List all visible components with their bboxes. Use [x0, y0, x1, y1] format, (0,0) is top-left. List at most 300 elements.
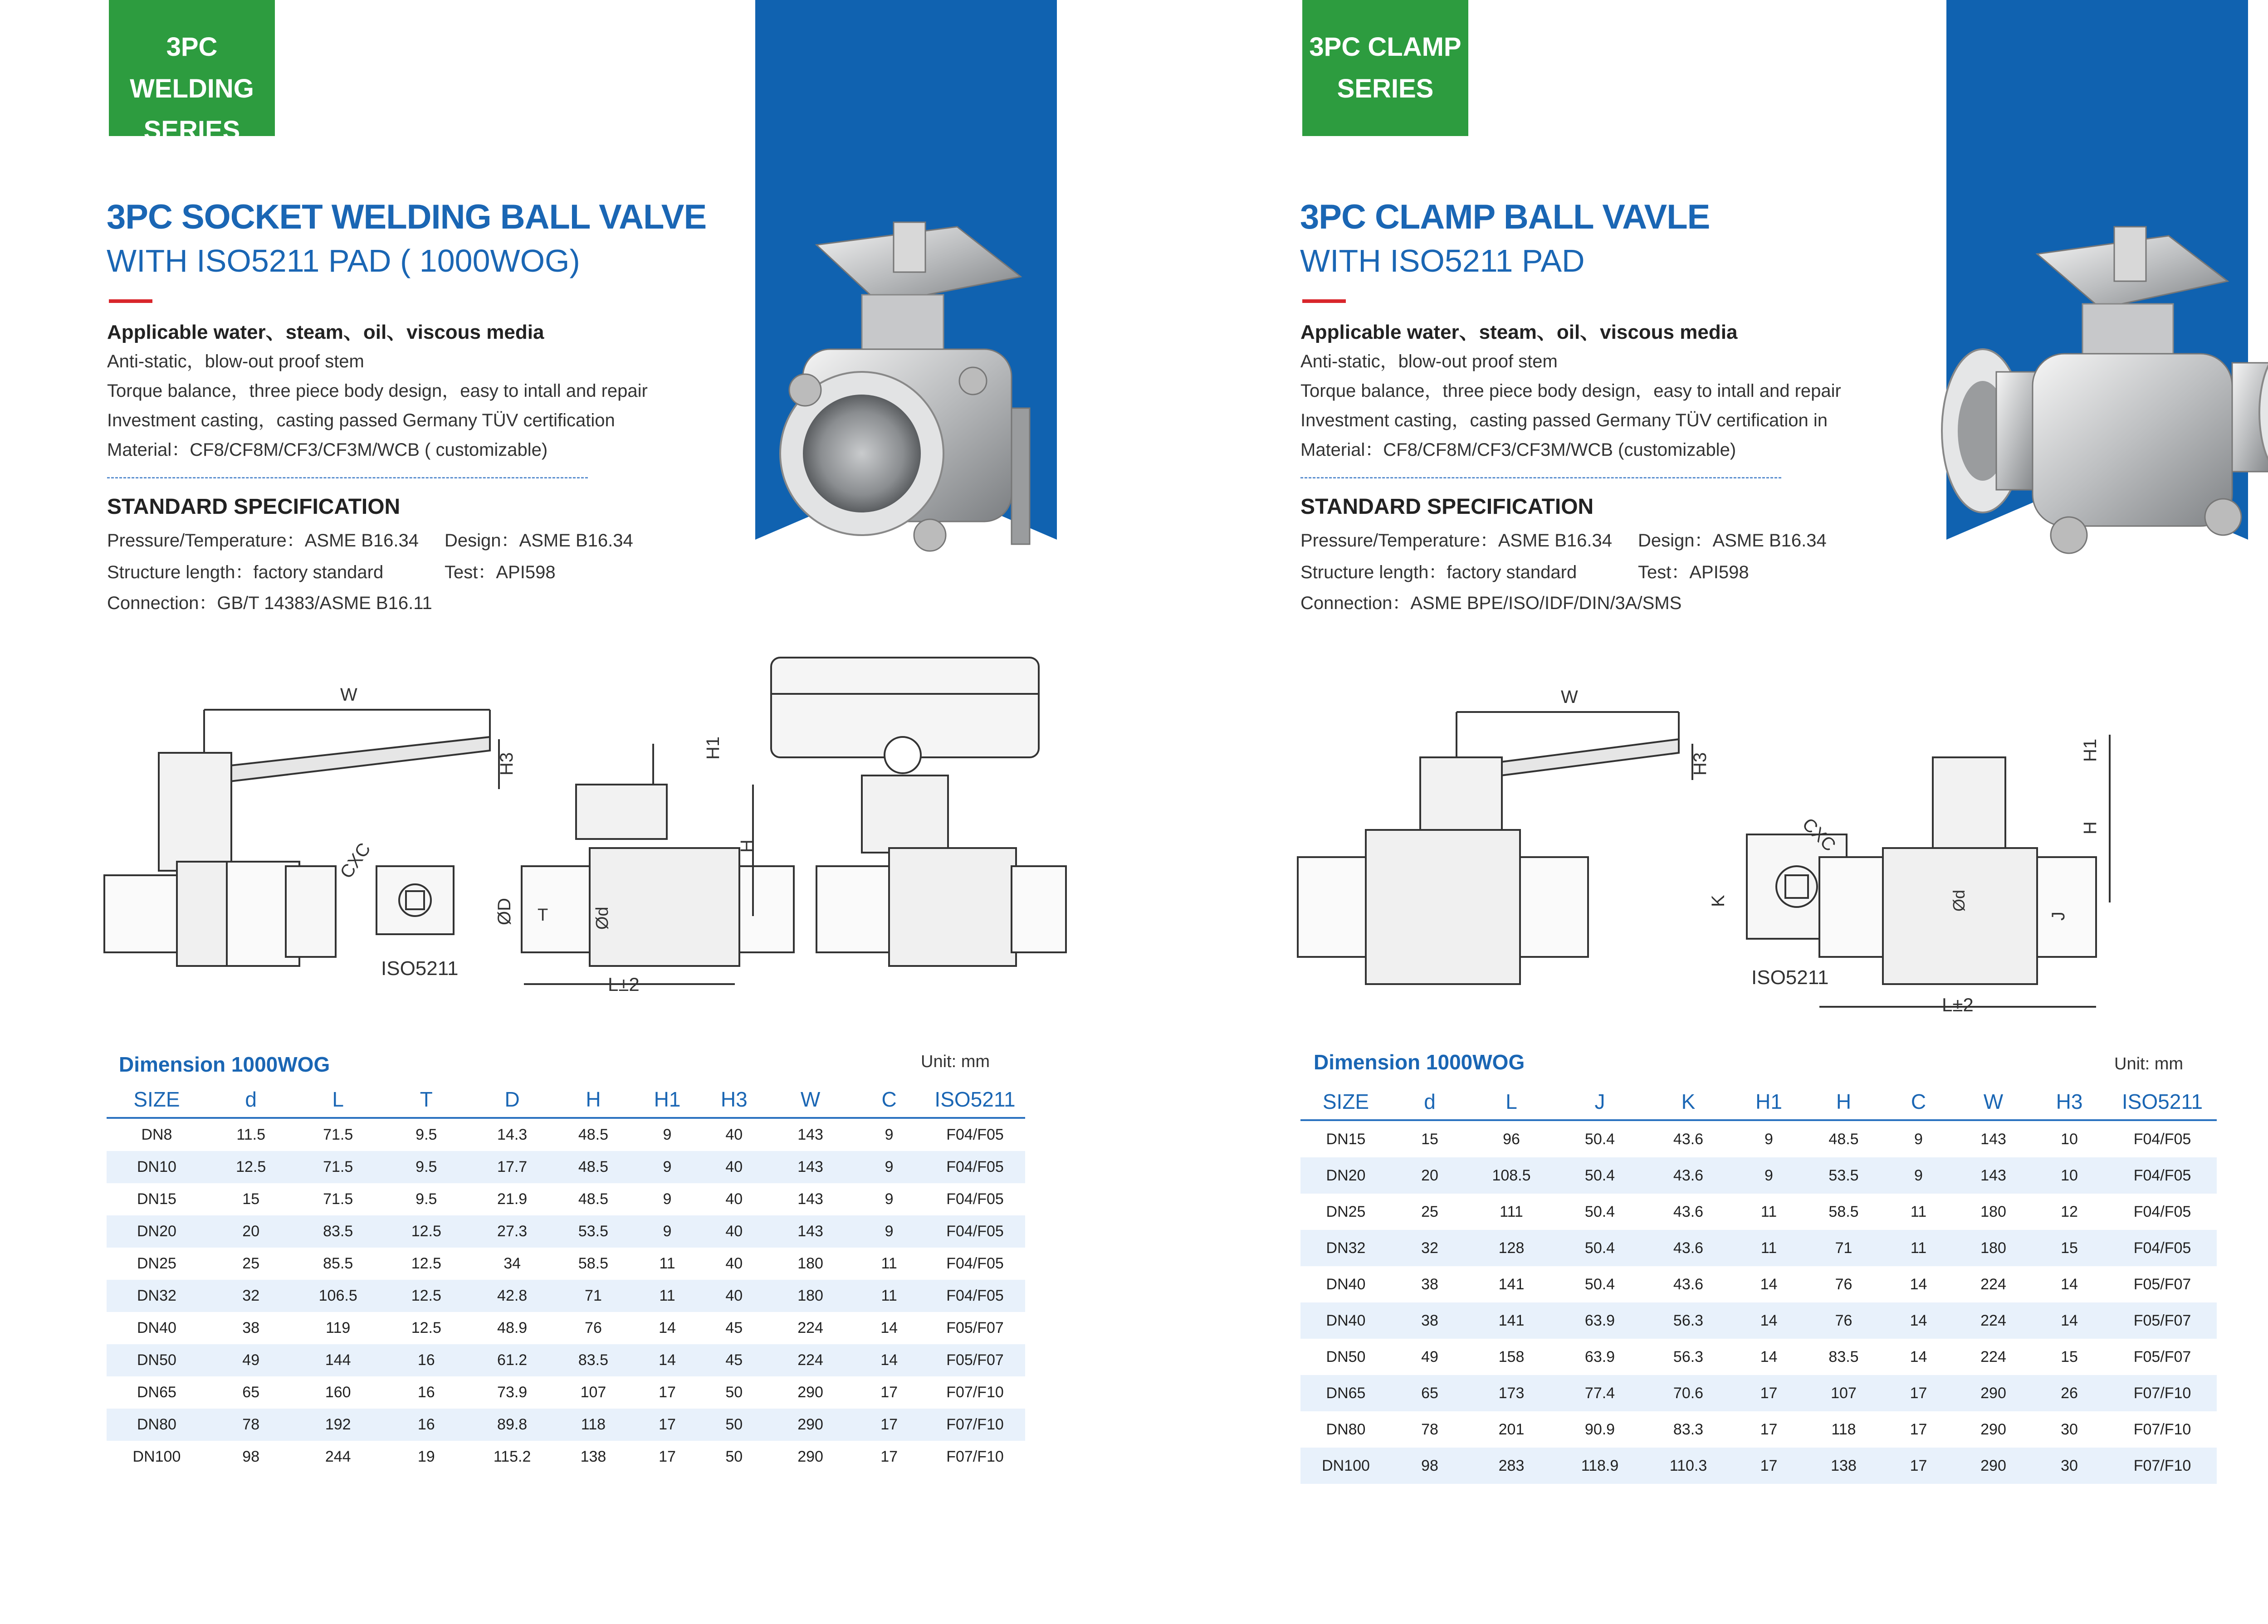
feature-list — [107, 317, 648, 465]
table-cell: 290 — [1980, 1420, 2006, 1438]
table-cell: 14 — [2061, 1275, 2078, 1293]
series-tag-line1: 3PC CLAMP — [1309, 32, 1461, 62]
table-cell: 12.5 — [411, 1255, 441, 1272]
table-row — [107, 1118, 1025, 1151]
table-cell: 43.6 — [1645, 1157, 1731, 1194]
table-cell: 10 — [2031, 1157, 2108, 1194]
table-cell: 83.3 — [1673, 1420, 1704, 1438]
table-cell: 158 — [1498, 1348, 1525, 1366]
spec-title: STANDARD SPECIFICATION — [107, 495, 401, 519]
table-cell: DN40 — [137, 1319, 176, 1336]
table-cell: 12.5 — [381, 1280, 472, 1312]
table-cell: 108.5 — [1468, 1157, 1554, 1194]
table-cell: F05/F07 — [925, 1344, 1025, 1376]
table-row — [1300, 1157, 2217, 1194]
table-row — [1300, 1411, 2217, 1448]
table-cell: 98 — [242, 1448, 260, 1465]
column-header: T — [381, 1082, 472, 1118]
table-cell: 56.3 — [1673, 1348, 1704, 1366]
series-tag-line2: SERIES — [143, 116, 240, 145]
table-cell: 11 — [1910, 1203, 1927, 1220]
table-cell: 290 — [767, 1409, 853, 1441]
technical-drawing — [1293, 676, 2268, 1020]
table-cell: 78 — [207, 1409, 295, 1441]
table-cell: 17 — [1731, 1448, 1806, 1484]
spec-design: Design：ASME B16.34 — [1638, 531, 1827, 551]
table-cell: 50 — [725, 1448, 743, 1465]
spec-title: STANDARD SPECIFICATION — [1300, 495, 1594, 519]
table-cell: 17 — [659, 1384, 676, 1401]
label-h3: H3 — [497, 752, 517, 775]
table-cell: 160 — [325, 1384, 351, 1401]
table-cell: F04/F05 — [2108, 1157, 2217, 1194]
table-cell: 115.2 — [493, 1448, 531, 1465]
table-cell: 38 — [1391, 1302, 1468, 1339]
table-cell: 14 — [880, 1319, 898, 1336]
title-underline — [109, 299, 152, 303]
table-cell: 290 — [797, 1448, 823, 1465]
unit-label: Unit: mm — [2114, 1054, 2183, 1073]
table-cell: 90.9 — [1584, 1420, 1615, 1438]
table-cell: 21.9 — [497, 1190, 528, 1208]
table-cell: 30 — [2061, 1420, 2078, 1438]
table-cell: 224 — [767, 1344, 853, 1376]
table-cell: 141 — [1468, 1302, 1554, 1339]
spec-connection: Connection：ASME BPE/ISO/IDF/DIN/3A/SMS — [1300, 593, 1682, 613]
table-cell: 290 — [1956, 1448, 2031, 1484]
table-cell: 9 — [885, 1190, 894, 1208]
table-cell: 27.3 — [472, 1215, 553, 1248]
label-h1: H1 — [2080, 738, 2100, 762]
spec-connection: Connection：GB/T 14383/ASME B16.11 — [107, 593, 432, 613]
table-cell: 244 — [325, 1448, 351, 1465]
table-cell: DN100 — [132, 1448, 181, 1465]
label-h: H — [737, 839, 757, 853]
column-header: L — [295, 1082, 381, 1118]
table-cell: 16 — [417, 1384, 435, 1401]
table-cell: 107 — [580, 1384, 606, 1401]
table-cell: 201 — [1498, 1420, 1525, 1438]
spec-structure: Structure length：factory standard — [107, 562, 384, 582]
table-cell: 42.8 — [472, 1280, 553, 1312]
table-cell: 14.3 — [497, 1126, 528, 1143]
table-cell: 32 — [1391, 1230, 1468, 1266]
table-cell: 14 — [1760, 1275, 1778, 1293]
table-cell: 17 — [1881, 1448, 1956, 1484]
table-cell: F04/F05 — [946, 1126, 1004, 1143]
table-cell: 17 — [880, 1384, 898, 1401]
table-row — [1300, 1375, 2217, 1411]
feature-lead: Applicable water、steam、oil、viscous media — [1300, 321, 1738, 343]
table-row — [1300, 1194, 2217, 1230]
column-header: H1 — [634, 1082, 700, 1118]
table-cell: 9 — [885, 1126, 894, 1143]
table-cell: 17 — [880, 1448, 898, 1465]
table-cell: DN80 — [107, 1409, 207, 1441]
spec-test: Test：API598 — [445, 562, 556, 582]
table-cell: 138 — [580, 1448, 606, 1465]
table-row — [107, 1280, 1025, 1312]
table-cell: 9.5 — [415, 1126, 437, 1143]
column-header: H1 — [1731, 1084, 1806, 1120]
table-cell: 143 — [1980, 1130, 2006, 1148]
table-cell: 71.5 — [323, 1126, 353, 1143]
table-cell: F04/F05 — [2133, 1130, 2191, 1148]
table-cell: 40 — [701, 1280, 767, 1312]
label-j: J — [2048, 912, 2068, 921]
table-cell: DN20 — [107, 1215, 207, 1248]
table-cell: 107 — [1806, 1375, 1881, 1411]
table-cell: 224 — [1980, 1348, 2006, 1366]
table-cell: F07/F10 — [2133, 1420, 2191, 1438]
series-tag-line1: 3PC WELDING — [130, 32, 254, 103]
dimension-title: Dimension 1000WOG — [1314, 1050, 1525, 1074]
table-cell: 20 — [1391, 1157, 1468, 1194]
column-header: W — [1956, 1084, 2031, 1120]
table-cell: DN40 — [1326, 1275, 1366, 1293]
dimension-title: Dimension 1000WOG — [119, 1053, 330, 1076]
column-header: H — [553, 1082, 634, 1118]
column-header: d — [207, 1082, 295, 1118]
table-cell: 19 — [417, 1448, 435, 1465]
table-cell: DN32 — [107, 1280, 207, 1312]
table-cell: DN15 — [137, 1190, 176, 1208]
table-cell: 9.5 — [381, 1151, 472, 1183]
table-cell: DN25 — [1326, 1203, 1366, 1220]
table-cell: 14 — [1731, 1302, 1806, 1339]
column-header: ISO5211 — [925, 1082, 1025, 1118]
table-cell: 83.5 — [553, 1344, 634, 1376]
table-cell: 224 — [1956, 1302, 2031, 1339]
table-cell: 290 — [1956, 1375, 2031, 1411]
table-row — [1300, 1448, 2217, 1484]
table-cell: DN80 — [1326, 1420, 1366, 1438]
table-cell: 32 — [207, 1280, 295, 1312]
table-cell: 11 — [1760, 1203, 1777, 1220]
table-cell: 14 — [1910, 1348, 1927, 1366]
table-cell: 49 — [1421, 1348, 1438, 1366]
table-cell: DN10 — [107, 1151, 207, 1183]
table-cell: 110.3 — [1645, 1448, 1731, 1484]
column-header: D — [472, 1082, 553, 1118]
table-cell: DN40 — [1300, 1302, 1391, 1339]
table-cell: 11 — [1881, 1230, 1956, 1266]
technical-drawing — [91, 649, 1125, 1011]
table-cell: 53.5 — [553, 1215, 634, 1248]
table-cell: 49 — [207, 1344, 295, 1376]
table-cell: 9 — [663, 1126, 672, 1143]
table-cell: 15 — [2061, 1348, 2078, 1366]
label-bore-d: Ød — [593, 907, 612, 930]
table-cell: 224 — [1980, 1275, 2006, 1293]
table-cell: 53.5 — [1806, 1157, 1881, 1194]
table-cell: 50.4 — [1554, 1157, 1645, 1194]
table-cell: 12.5 — [381, 1215, 472, 1248]
table-cell: 50.4 — [1554, 1230, 1645, 1266]
table-cell: 50.4 — [1584, 1275, 1615, 1293]
label-t: T — [538, 906, 548, 925]
table-cell: 173 — [1468, 1375, 1554, 1411]
table-cell: 14 — [1910, 1275, 1927, 1293]
table-cell: 12 — [2061, 1203, 2078, 1220]
table-cell: F07/F10 — [2108, 1375, 2217, 1411]
table-row — [107, 1441, 1025, 1473]
divider — [107, 477, 588, 478]
table-cell: 144 — [295, 1344, 381, 1376]
label-bore-d: Ød — [1950, 889, 1968, 912]
table-cell: 17 — [1910, 1420, 1927, 1438]
column-header: L — [1468, 1084, 1554, 1120]
label-length: L±2 — [1942, 994, 1974, 1015]
table-cell: 143 — [767, 1215, 853, 1248]
table-cell: 10 — [2061, 1130, 2078, 1148]
table-cell: 9 — [1914, 1130, 1923, 1148]
table-cell: 143 — [797, 1190, 823, 1208]
table-cell: DN65 — [137, 1384, 176, 1401]
table-cell: 45 — [701, 1344, 767, 1376]
table-cell: 9 — [663, 1190, 672, 1208]
table-cell: 180 — [1980, 1203, 2006, 1220]
label-h1: H1 — [703, 736, 723, 760]
label-w: W — [1561, 687, 1578, 707]
table-cell: 192 — [295, 1409, 381, 1441]
table-row — [107, 1248, 1025, 1280]
table-cell: 63.9 — [1554, 1302, 1645, 1339]
table-cell: 106.5 — [295, 1280, 381, 1312]
table-cell: DN50 — [107, 1344, 207, 1376]
table-cell: 40 — [725, 1126, 743, 1143]
table-row — [1300, 1266, 2217, 1302]
feature-item: Material：CF8/CF8M/CF3/CF3M/WCB (customizable) — [1300, 440, 1736, 460]
table-cell: 9 — [634, 1151, 700, 1183]
table-cell: 77.4 — [1554, 1375, 1645, 1411]
table-cell: 12.5 — [207, 1151, 295, 1183]
feature-item: Investment casting，casting passed Germany TÜV certification in — [1300, 410, 1828, 430]
clamp-valve-photo — [1933, 218, 2268, 571]
table-cell: 76 — [1835, 1275, 1853, 1293]
product-subtitle: WITH ISO5211 PAD ( 1000WOG) — [107, 243, 580, 278]
table-row — [1300, 1120, 2217, 1157]
table-cell: 128 — [1468, 1230, 1554, 1266]
table-cell: 78 — [1421, 1420, 1438, 1438]
dimension-table — [1300, 1084, 2217, 1484]
feature-item: Anti-static，blow-out proof stem — [1300, 351, 1558, 371]
table-cell: DN25 — [137, 1255, 176, 1272]
column-header: H — [1806, 1084, 1881, 1120]
table-cell: 38 — [242, 1319, 260, 1336]
spec-test: Test：API598 — [1638, 562, 1749, 582]
table-cell: 224 — [797, 1319, 823, 1336]
table-cell: 143 — [797, 1126, 823, 1143]
table-cell: F04/F05 — [2108, 1230, 2217, 1266]
table-cell: 143 — [767, 1151, 853, 1183]
column-header: C — [1881, 1084, 1956, 1120]
table-cell: 11 — [881, 1255, 897, 1272]
table-cell: 50.4 — [1584, 1130, 1615, 1148]
table-cell: F07/F10 — [946, 1448, 1004, 1465]
column-header: d — [1391, 1084, 1468, 1120]
table-cell: 70.6 — [1645, 1375, 1731, 1411]
table-row — [1300, 1339, 2217, 1375]
table-row — [107, 1409, 1025, 1441]
table-cell: 16 — [381, 1344, 472, 1376]
column-header: ISO5211 — [2108, 1084, 2217, 1120]
table-cell: 180 — [1956, 1230, 2031, 1266]
table-cell: 14 — [1881, 1302, 1956, 1339]
series-tag — [109, 0, 275, 145]
table-cell: 180 — [767, 1280, 853, 1312]
table-cell: 14 — [659, 1319, 676, 1336]
table-cell: DN15 — [1326, 1130, 1366, 1148]
spec-pressure: Pressure/Temperature：ASME B16.34 — [107, 531, 419, 551]
table-row — [107, 1151, 1025, 1183]
column-header: SIZE — [1300, 1084, 1391, 1120]
table-cell: 25 — [242, 1255, 260, 1272]
table-cell: 48.5 — [553, 1151, 634, 1183]
table-cell: 61.2 — [472, 1344, 553, 1376]
table-cell: 14 — [634, 1344, 700, 1376]
table-cell: DN20 — [1300, 1157, 1391, 1194]
table-cell: 43.6 — [1673, 1275, 1704, 1293]
feature-item: Material：CF8/CF8M/CF3/CF3M/WCB ( customizable) — [107, 440, 548, 460]
table-cell: F05/F07 — [2108, 1302, 2217, 1339]
spec-structure: Structure length：factory standard — [1300, 562, 1577, 582]
table-cell: 16 — [381, 1409, 472, 1441]
table-header — [107, 1082, 1025, 1118]
table-cell: 48.5 — [578, 1190, 609, 1208]
label-od: ØD — [494, 898, 514, 925]
table-cell: 17 — [1881, 1375, 1956, 1411]
product-subtitle: WITH ISO5211 PAD — [1300, 243, 1585, 278]
table-cell: 83.5 — [295, 1215, 381, 1248]
table-cell: 15 — [1421, 1130, 1438, 1148]
table-cell: 11 — [1731, 1230, 1806, 1266]
table-cell: DN65 — [1300, 1375, 1391, 1411]
spec-design: Design：ASME B16.34 — [445, 531, 633, 551]
dimension-table — [107, 1082, 1025, 1473]
table-cell: 20 — [207, 1215, 295, 1248]
table-cell: 11 — [659, 1255, 675, 1272]
table-cell: 118 — [553, 1409, 634, 1441]
feature-item: Torque balance，three piece body design，easy to intall and repair — [107, 381, 648, 401]
table-cell: 14 — [1760, 1348, 1778, 1366]
label-iso5211: ISO5211 — [1751, 966, 1829, 989]
table-cell: 180 — [797, 1255, 823, 1272]
label-length: L±2 — [608, 974, 640, 995]
table-cell: F07/F10 — [946, 1384, 1004, 1401]
table-cell: 98 — [1391, 1448, 1468, 1484]
table-cell: 141 — [1498, 1275, 1525, 1293]
table-cell: 71 — [553, 1280, 634, 1312]
table-cell: 14 — [2031, 1302, 2108, 1339]
table-row — [107, 1344, 1025, 1376]
table-cell: 138 — [1806, 1448, 1881, 1484]
table-cell: 290 — [797, 1384, 823, 1401]
column-header: K — [1645, 1084, 1731, 1120]
table-cell: 89.8 — [472, 1409, 553, 1441]
table-cell: F05/F07 — [946, 1319, 1004, 1336]
table-cell: 11 — [634, 1280, 700, 1312]
table-cell: 43.6 — [1673, 1130, 1704, 1148]
table-cell: 40 — [701, 1215, 767, 1248]
table-cell: DN32 — [1300, 1230, 1391, 1266]
feature-list — [1300, 317, 1841, 465]
table-row — [107, 1312, 1025, 1344]
right-page-clamp — [1189, 0, 2268, 1624]
table-row — [1300, 1302, 2217, 1339]
table-cell: 9.5 — [415, 1190, 437, 1208]
column-header: H3 — [2031, 1084, 2108, 1120]
feature-item: Investment casting，casting passed Germany TÜV certification — [107, 410, 615, 430]
product-title: 3PC SOCKET WELDING BALL VALVE — [107, 198, 707, 236]
table-cell: 9 — [1731, 1157, 1806, 1194]
table-cell: 65 — [1391, 1375, 1468, 1411]
table-row — [1300, 1230, 2217, 1266]
table-cell: 40 — [725, 1190, 743, 1208]
table-cell: 56.3 — [1645, 1302, 1731, 1339]
table-header — [1300, 1084, 2217, 1120]
table-cell: 76 — [1806, 1302, 1881, 1339]
table-cell: 48.5 — [1828, 1130, 1859, 1148]
title-underline — [1302, 299, 1346, 303]
series-tag — [1302, 0, 1468, 136]
feature-item: Anti-static，blow-out proof stem — [107, 351, 364, 371]
table-cell: 71.5 — [295, 1151, 381, 1183]
table-cell: 17 — [659, 1448, 676, 1465]
table-cell: 283 — [1468, 1448, 1554, 1484]
table-cell: 15 — [242, 1190, 260, 1208]
table-cell: 111 — [1500, 1203, 1523, 1220]
table-cell: F04/F05 — [925, 1151, 1025, 1183]
table-cell: 34 — [503, 1255, 521, 1272]
table-cell: 48.5 — [578, 1126, 609, 1143]
table-cell: 9 — [1765, 1130, 1773, 1148]
table-cell: 17 — [853, 1409, 925, 1441]
table-cell: 40 — [725, 1255, 743, 1272]
column-header: J — [1554, 1084, 1645, 1120]
table-cell: F04/F05 — [925, 1280, 1025, 1312]
table-row — [107, 1183, 1025, 1215]
table-cell: 118.9 — [1554, 1448, 1645, 1484]
table-cell: 14 — [853, 1344, 925, 1376]
table-cell: 143 — [1956, 1157, 2031, 1194]
unit-label: Unit: mm — [921, 1052, 990, 1071]
table-cell: 17 — [1760, 1420, 1778, 1438]
table-cell: 71 — [1806, 1230, 1881, 1266]
table-cell: 63.9 — [1584, 1348, 1615, 1366]
table-cell: DN8 — [141, 1126, 172, 1143]
table-cell: 119 — [326, 1319, 351, 1336]
product-title: 3PC CLAMP BALL VAVLE — [1300, 198, 1710, 236]
table-cell: F04/F05 — [946, 1190, 1004, 1208]
table-cell: 83.5 — [1828, 1348, 1859, 1366]
table-cell: 43.6 — [1645, 1230, 1731, 1266]
table-cell: 76 — [585, 1319, 602, 1336]
table-cell: 9 — [1881, 1157, 1956, 1194]
table-row — [107, 1376, 1025, 1409]
table-cell: 11 — [853, 1280, 925, 1312]
table-cell: F07/F10 — [925, 1409, 1025, 1441]
table-cell: 17.7 — [472, 1151, 553, 1183]
table-cell: 25 — [1421, 1203, 1438, 1220]
table-cell: 12.5 — [411, 1319, 441, 1336]
table-cell: 58.5 — [1828, 1203, 1859, 1220]
table-row — [107, 1215, 1025, 1248]
table-cell: 17 — [634, 1409, 700, 1441]
table-cell: 11.5 — [236, 1126, 266, 1143]
label-h: H — [2080, 821, 2100, 834]
label-cxc: CXC — [1798, 814, 1840, 856]
